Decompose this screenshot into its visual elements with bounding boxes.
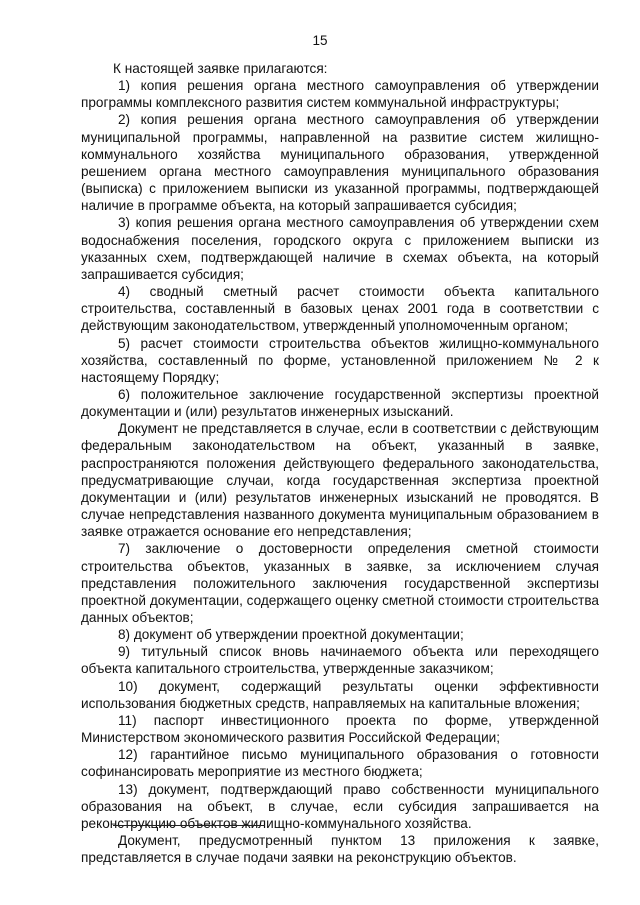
list-item-8: 8) документ об утверждении проектной документации; xyxy=(118,627,464,643)
list-item-10: 10) документ, содержащий результаты оценки эффективности использования бюджетных средств, направляемых на капитальные вложения; xyxy=(81,678,599,711)
intro-paragraph: К настоящей заявке прилагаются: xyxy=(113,61,328,76)
exception-paragraph: Документ не представляется в случае, если в соответствии с действующим федеральным законодательством на объект, указанный в заявке, распространяются положения действующего федерального законодательства, предусматривающие случаи, когда государственная экспертиза проектной документации и (или) результатов инженерных изысканий не проводятся. В случае непредставления названного документа муниципальным образованием в заявке отражается основание его непредставления; xyxy=(81,421,599,540)
list-item-7: 7) заключение о достоверности определения сметной стоимости строительства объектов, указанных в заявке, за исключением случая представления положительного заключения государственной экспертизы проектной документации, содержащего оценку сметной стоимости строительства данных объектов; xyxy=(81,541,599,625)
list-item-13: 13) документ, подтверждающий право собственности муниципального образования на объект, в случае, если субсидия запрашивается на реконструкцию объектов жилищно-коммунального хозяйства. xyxy=(81,781,599,831)
list-item-12: 12) гарантийное письмо муниципального образования о готовности софинансировать мероприятие из местного бюджета; xyxy=(81,747,599,780)
list-item-1: 1) копия решения органа местного самоуправления об утверждении программы комплексного развития систем коммунальной инфраструктуры; xyxy=(81,78,599,111)
footnote-text: Документ, предусмотренный пунктом 13 приложения к заявке, представляется в случае подачи заявки на реконструкцию объектов. xyxy=(81,833,599,866)
list-item-2: 2) копия решения органа местного самоуправления об утверждении муниципальной программы, направленной на развитие систем жилищно-коммунального хозяйства муниципального образования, утвержденной решением органа местного самоуправления муниципального образования (выписка) с приложением выписки из указанной программы, подтверждающей наличие в программе объекта, на который запрашивается субсидия; xyxy=(81,112,599,214)
list-item-6: 6) положительное заключение государственной экспертизы проектной документации и (или) результатов инженерных изысканий. xyxy=(81,386,599,420)
page-number: 15 xyxy=(312,33,328,48)
list-item-4: 4) сводный сметный расчет стоимости объекта капитального строительства, составленный в базовых ценах 2001 года в соответствии с действующим законодательством, утвержденный уполномоченным органом; xyxy=(81,284,599,334)
document-body xyxy=(81,60,599,832)
list-item-11: 11) паспорт инвестиционного проекта по форме, утвержденной Министерством экономического развития Российской Федерации; xyxy=(81,712,599,746)
footnote-divider xyxy=(113,825,265,826)
list-item-5: 5) расчет стоимости строительства объектов жилищно-коммунального хозяйства, составленный по форме, установленной приложением № 2 к настоящему Порядку; xyxy=(81,335,599,385)
list-item-3: 3) копия решения органа местного самоуправления об утверждении схем водоснабжения поселения, городского округа с приложением выписки из указанных схем, подтверждающей наличие в схемах объекта, на который запрашивается субсидия; xyxy=(81,215,599,282)
list-item-9: 9) титульный список вновь начинаемого объекта или переходящего объекта капитального строительства, утвержденные заказчиком; xyxy=(81,644,599,677)
